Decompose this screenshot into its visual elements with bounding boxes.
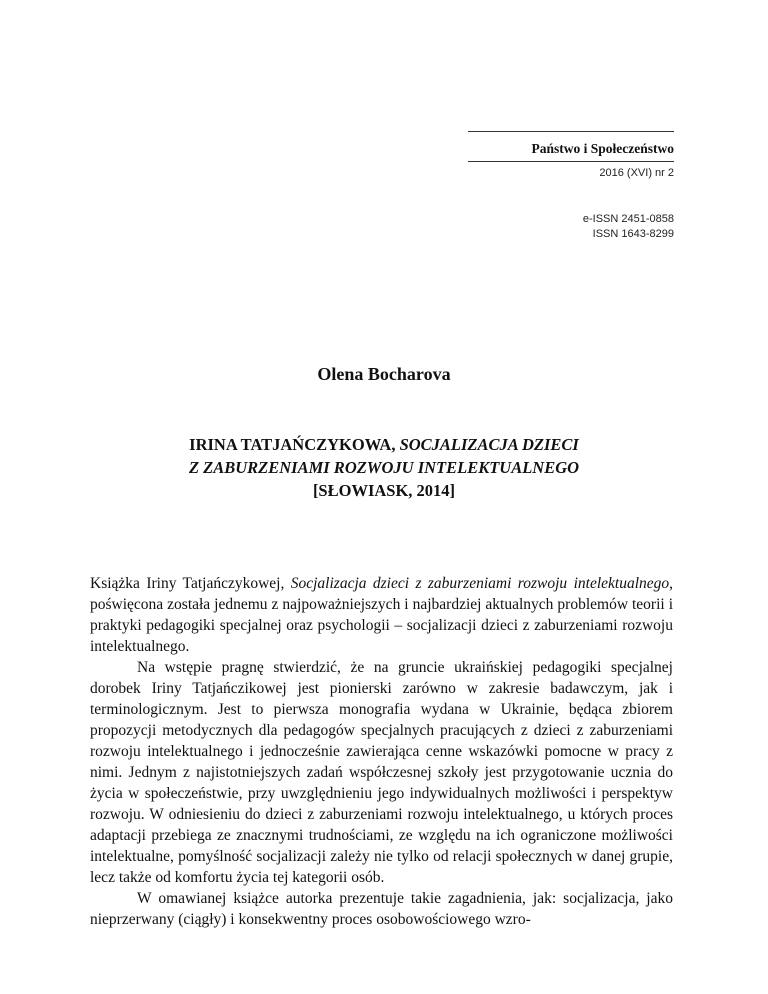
paragraph-1-text-a: Książka Iriny Tatjańczykowej, bbox=[90, 575, 291, 592]
issn: ISSN 1643-8299 bbox=[592, 228, 674, 240]
article-title bbox=[0, 433, 768, 502]
paragraph-1 bbox=[90, 573, 673, 657]
book-title-italic: Socjalizacja dzieci z zaburzeniami rozwoju intelektualnego bbox=[290, 575, 670, 592]
header-rule-top bbox=[468, 131, 674, 132]
title-line-1 bbox=[0, 433, 768, 456]
title-publisher: [SŁOWIASK, 2014] bbox=[312, 481, 456, 500]
title-book-part1: SOCJALIZACJA DZIECI bbox=[399, 435, 579, 454]
journal-name: Państwo i Społeczeństwo bbox=[531, 141, 674, 156]
issue-number: 2016 (XVI) nr 2 bbox=[599, 167, 674, 179]
author-name: Olena Bocharova bbox=[317, 364, 451, 384]
paragraph-1-text-b: , poświęcona została jednemu z najpoważniejszych i najbardziej aktualnych problemów teorii i praktyki pedagogiki specjalnej oraz psychologii – socjalizacji dzieci z zaburzeniami rozwoju intelektualnego. bbox=[90, 575, 674, 655]
title-author: IRINA TATJAŃCZYKOWA, bbox=[189, 435, 400, 454]
header-rule-bottom bbox=[468, 161, 674, 162]
paragraph-3: W omawianej książce autorka prezentuje takie zagadnienia, jak: socjalizacja, jako nieprzerwany (ciągły) i konsekwentny proces osobowościowego wzro- bbox=[90, 890, 673, 928]
title-book-part2: Z ZABURZENIAMI ROZWOJU INTELEKTUALNEGO bbox=[188, 458, 580, 477]
eissn: e-ISSN 2451-0858 bbox=[582, 213, 674, 225]
paragraph-2: Na wstępie pragnę stwierdzić, że na gruncie ukraińskiej pedagogiki specjalnej dorobek Iriny Tatjańczikowej jest pionierski zarówno w zakresie badawczym, jak i terminologicznym. Jest to pierwsza monografia wydana w Ukrainie, będąca zbiorem propozycji metodycznych dla pedagogów specjalnych pracujących z dzieci z zaburzeniami rozwoju intelektualnego i jednocześnie zawierająca cenne wskazówki pomocne w pracy z nimi. Jednym z najistotniejszych zadań współczesnej szkoły jest przygotowanie ucznia do życia w społeczeństwie, przy uwzględnieniu jego indywidualnych możliwości i perspektyw rozwoju. W odniesieniu do dzieci z zaburzeniami rozwoju intelektualnego, u których proces adaptacji przebiega ze znacznymi trudnościami, ze względu na ich ograniczone możliwości intelektualne, pomyślność socjalizacji zależy nie tylko od relacji społecznych w danej grupie, lecz także od komfortu życia tej kategorii osób. bbox=[90, 659, 673, 886]
article-body bbox=[90, 573, 673, 930]
